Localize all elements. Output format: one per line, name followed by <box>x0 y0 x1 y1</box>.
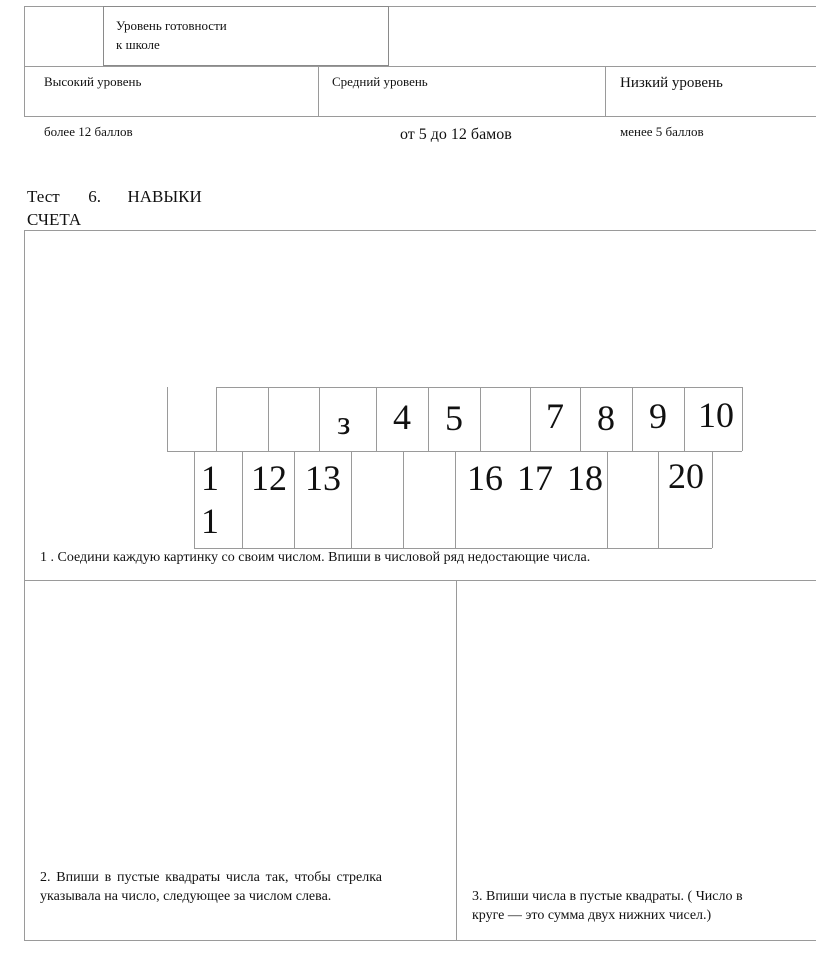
top-number: 7 <box>546 396 564 436</box>
table-row-divider-2 <box>24 116 816 117</box>
top-cell-divider <box>480 387 481 451</box>
top-cell-divider <box>632 387 633 451</box>
low-score-label: менее 5 баллов <box>620 124 704 139</box>
bottom-cell-divider <box>712 451 713 548</box>
top-cell-divider <box>530 387 531 451</box>
bottom-number: 13 <box>305 458 341 498</box>
top-number: 10 <box>698 395 734 435</box>
bottom-cell-divider <box>351 451 352 548</box>
top-cell-divider <box>319 387 320 451</box>
table-col-divider-1 <box>318 66 319 116</box>
top-cell-divider <box>580 387 581 451</box>
task2-caption: 2. Впиши в пустые квадраты числа так, чтобы стрелка указывала на число, следующее за числом слева. <box>40 870 382 904</box>
bottom-cell-divider <box>455 451 456 548</box>
bottom-number: 17 <box>517 458 553 498</box>
table-border-top-left <box>24 6 104 7</box>
top-cell-divider <box>376 387 377 451</box>
table-col-divider-2 <box>605 66 606 116</box>
top-cell-divider <box>428 387 429 451</box>
frame-bottom <box>24 940 816 941</box>
bottom-number: 18 <box>567 458 603 498</box>
task1-caption: 1 . Соедини каждую картинку со своим числом. Впиши в числовой ряд недостающие числа. <box>40 550 591 565</box>
task3-caption-line1: 3. Впиши числа в пустые квадраты. ( Число в <box>472 889 743 904</box>
top-number: 5 <box>445 398 463 438</box>
medium-score-label: от 5 до 12 бамов <box>400 126 512 143</box>
frame-top <box>24 230 816 231</box>
test-title-skill: НАВЫКИ <box>127 187 202 206</box>
readiness-label-line1: Уровень готовности <box>116 18 227 33</box>
top-number: з <box>337 405 351 442</box>
bottom-number: 1 <box>201 458 219 498</box>
top-cell-divider <box>268 387 269 451</box>
high-level-label: Высокий уровень <box>44 74 142 89</box>
medium-level-label: Средний уровень <box>332 74 428 89</box>
top-cell-divider <box>684 387 685 451</box>
frame-middle <box>24 580 816 581</box>
frame-split <box>456 580 457 940</box>
test-title-number: 6. <box>88 187 101 206</box>
top-cell-divider <box>167 387 168 451</box>
test-title-word: Тест <box>27 187 60 206</box>
top-cell-divider <box>742 387 743 451</box>
bottom-cell-divider <box>194 451 195 548</box>
test-title <box>27 186 207 208</box>
readiness-label-line2: к школе <box>116 37 160 52</box>
frame-left <box>24 230 25 940</box>
table-border-top-right <box>388 6 816 7</box>
task3-caption-line2: круге — это сумма двух нижних чисел.) <box>472 908 712 923</box>
bottom-cell-divider <box>242 451 243 548</box>
top-number: 8 <box>597 398 615 438</box>
table-row-divider-1 <box>24 66 816 67</box>
bottom-cell-divider <box>294 451 295 548</box>
test-title-line2: СЧЕТА <box>27 210 82 229</box>
low-level-label: Низкий уровень <box>620 75 723 91</box>
top-cell-divider <box>216 387 217 451</box>
bottom-cell-divider <box>607 451 608 548</box>
top-row-border <box>216 387 742 388</box>
bottom-cell-divider <box>658 451 659 548</box>
top-number: 4 <box>393 397 411 437</box>
table-border-left <box>24 6 25 116</box>
bottom-number: 12 <box>251 458 287 498</box>
bottom-number: 20 <box>668 456 704 496</box>
bottom-number: 1 <box>201 501 219 541</box>
high-score-label: более 12 баллов <box>44 124 133 139</box>
top-number: 9 <box>649 396 667 436</box>
bottom-number: 16 <box>467 458 503 498</box>
bottom-cell-divider <box>403 451 404 548</box>
